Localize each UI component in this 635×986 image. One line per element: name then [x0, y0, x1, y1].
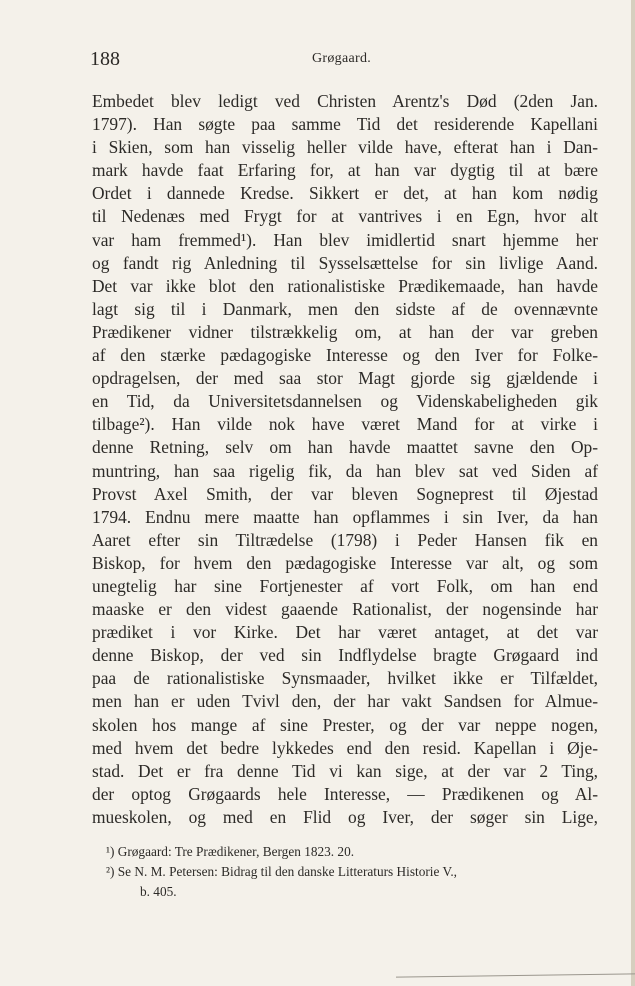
text-line: og fandt rig Anledning til Sysselsættelse for sin livlige Aand.: [92, 252, 598, 273]
text-line: 1794. Endnu mere maatte han opflammes i sin Iver, da han: [92, 506, 598, 527]
text-line: Prædikener vidner tilstrækkelig om, at han der var greben: [92, 321, 598, 342]
footnote-2: ²) Se N. M. Petersen: Bidrag til den danske Litteraturs Historie V.,: [106, 864, 458, 879]
text-line: muntring, han saa rigelig fik, da han blev sat ved Siden af: [92, 460, 598, 481]
text-line: maaske er den videst gaaende Rationalist, der nogensinde har: [92, 599, 598, 620]
running-head: Grøgaard.: [312, 51, 372, 66]
text-line: Aaret efter sin Tiltrædelse (1798) i Peder Hansen fik en: [92, 529, 598, 550]
text-line: lagt sig til i Danmark, men den sidste af de ovennævnte: [92, 298, 598, 319]
text-line: Biskop, for hvem den pædagogiske Interesse var alt, og som: [92, 552, 598, 573]
text-line: til Nedenæs med Frygt for at vantrives i en Egn, hvor alt: [92, 206, 598, 227]
text-line: prædiket i vor Kirke. Det har været antaget, at det var: [92, 622, 598, 643]
text-line: opdragelsen, der med saa stor Magt gjorde sig gjældende i: [92, 368, 598, 389]
text-line: Provst Axel Smith, der var bleven Sogneprest til Øjestad: [92, 483, 598, 504]
text-line: skolen hos mange af sine Prester, og der var neppe nogen,: [92, 714, 598, 735]
text-line: paa de rationalistiske Synsmaader, hvilket ikke er Tilfældet,: [92, 668, 598, 689]
text-line: denne Retning, selv om han havde maattet savne den Op-: [92, 437, 598, 458]
text-line: unegtelig har sine Fortjenester af vort Folk, om han end: [92, 575, 598, 596]
text-line: mueskolen, og med en Flid og Iver, der søger sin Lige,: [92, 806, 598, 827]
text-line: Det var ikke blot den rationalistiske Prædikemaade, han havde: [92, 275, 598, 296]
body-text: [92, 90, 598, 829]
text-line: af den stærke pædagogiske Interesse og den Iver for Folke-: [92, 345, 598, 366]
text-line: mark havde faat Erfaring for, at han var dygtig til at bære: [92, 160, 598, 181]
text-line: med hvem det bedre lykkedes end den resid. Kapellan i Øje-: [92, 737, 598, 758]
footnote-2-continuation: b. 405.: [140, 884, 177, 899]
text-line: var ham fremmed¹). Han blev imidlertid snart hjemme her: [92, 229, 598, 250]
text-line: Embedet blev ledigt ved Christen Arentz's Død (2den Jan.: [92, 91, 598, 111]
text-line: Ordet i dannede Kredse. Sikkert er det, at han kom nødig: [92, 183, 598, 204]
page-edge: [631, 0, 635, 986]
footnote-1: ¹) Grøgaard: Tre Prædikener, Bergen 1823. 20.: [106, 844, 355, 859]
bottom-rule: [396, 973, 635, 977]
text-line: men han er uden Tvivl den, der har vakt Sandsen for Almue-: [92, 691, 598, 712]
text-line: en Tid, da Universitetsdannelsen og Videnskabeligheden gik: [92, 391, 598, 412]
page-header: [90, 48, 596, 76]
text-line: i Skien, som han visselig heller vilde have, efterat han i Dan-: [92, 137, 598, 158]
text-line: stad. Det er fra denne Tid vi kan sige, at der var 2 Ting,: [92, 760, 598, 781]
page-number: 188: [90, 48, 120, 70]
text-line: denne Biskop, der ved sin Indflydelse bragte Grøgaard ind: [92, 645, 598, 666]
text-line: der optog Grøgaards hele Interesse, — Prædikenen og Al-: [92, 783, 598, 804]
text-line: 1797). Han søgte paa samme Tid det residerende Kapellani: [92, 114, 598, 135]
text-line: tilbage²). Han vilde nok have været Mand for at virke i: [92, 414, 598, 435]
footnotes: [106, 842, 596, 902]
